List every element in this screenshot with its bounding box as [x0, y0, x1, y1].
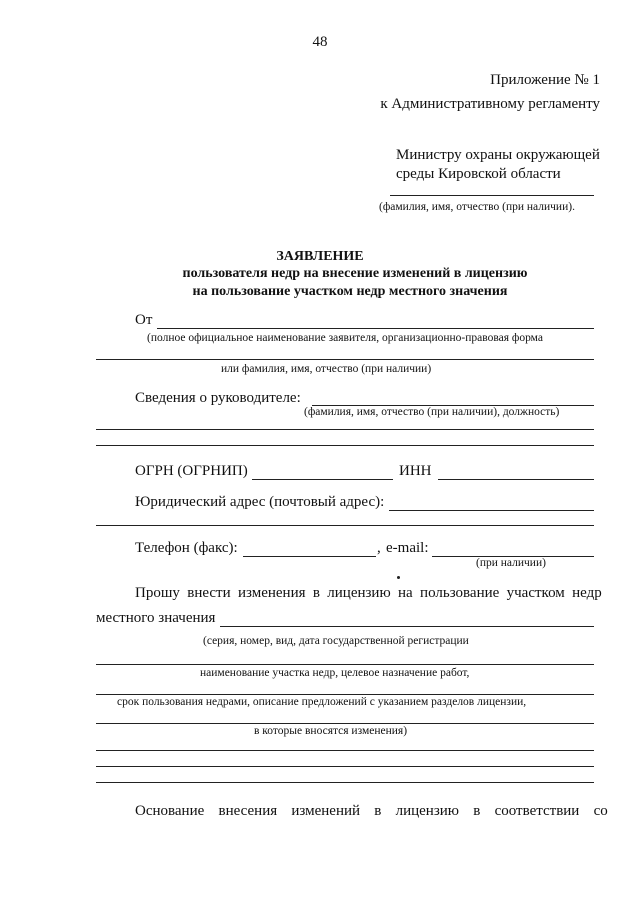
license-details-line-2[interactable] [96, 664, 594, 665]
request-text-2: местного значения [96, 610, 216, 626]
address-label: Юридический адрес (почтовый адрес): [135, 494, 385, 510]
request-text-1: Прошу внести изменения в лицензию на пользование участком недр [135, 585, 602, 601]
document-subtitle-2: на пользование участком недр местного значения [192, 284, 508, 299]
ogrn-field[interactable] [252, 479, 393, 480]
director-hint: (фамилия, имя, отчество (при наличии), должность) [304, 406, 560, 418]
page-number: 48 [312, 34, 328, 50]
regulation-label: к Административному регламенту [380, 96, 600, 112]
phone-field[interactable] [243, 556, 376, 557]
recipient-name-line[interactable] [390, 195, 594, 196]
license-details-line-5[interactable] [96, 750, 594, 751]
inn-field[interactable] [438, 479, 594, 480]
phone-label: Телефон (факс): [135, 540, 238, 556]
comma-separator: , [377, 540, 381, 556]
recipient-line2: среды Кировской области [396, 166, 561, 182]
license-details-line-7[interactable] [96, 782, 594, 783]
director-label: Сведения о руководителе: [135, 390, 301, 406]
basis-text: Основание внесения изменений в лицензию в соответствии со [135, 803, 608, 819]
request-hint-4: в которые вносятся изменения) [254, 725, 408, 737]
inn-label: ИНН [399, 463, 432, 479]
recipient-line1: Министру охраны окружающей [396, 147, 600, 163]
email-hint: (при наличии) [476, 557, 546, 569]
request-hint-3: срок пользования недрами, описание предложений с указанием разделов лицензии, [117, 696, 527, 708]
director-line-2[interactable] [96, 429, 594, 430]
recipient-hint: (фамилия, имя, отчество (при наличии). [379, 201, 575, 213]
request-hint-2: наименование участка недр, целевое назначение работ, [200, 667, 470, 679]
address-line-2[interactable] [96, 525, 594, 526]
ogrn-label: ОГРН (ОГРНИП) [135, 463, 248, 479]
document-subtitle-1: пользователя недр на внесение изменений в лицензию [182, 266, 528, 281]
applicant-name-line[interactable] [157, 328, 594, 329]
license-details-line-3[interactable] [96, 694, 594, 695]
address-field[interactable] [389, 510, 594, 511]
from-hint-2: или фамилия, имя, отчество (при наличии) [221, 363, 432, 375]
stray-mark [397, 576, 400, 579]
license-details-line-6[interactable] [96, 766, 594, 767]
license-details-line-4[interactable] [96, 723, 594, 724]
appendix-label: Приложение № 1 [490, 72, 600, 88]
request-hint-1: (серия, номер, вид, дата государственной регистрации [203, 635, 469, 647]
from-hint-1: (полное официальное наименование заявителя, организационно-правовая форма [147, 332, 543, 344]
director-line-3[interactable] [96, 445, 594, 446]
license-details-line-1[interactable] [220, 626, 594, 627]
document-title: ЗАЯВЛЕНИЕ [276, 249, 364, 264]
email-label: e-mail: [386, 540, 429, 556]
applicant-form-line[interactable] [96, 359, 594, 360]
from-label: От [135, 312, 153, 328]
